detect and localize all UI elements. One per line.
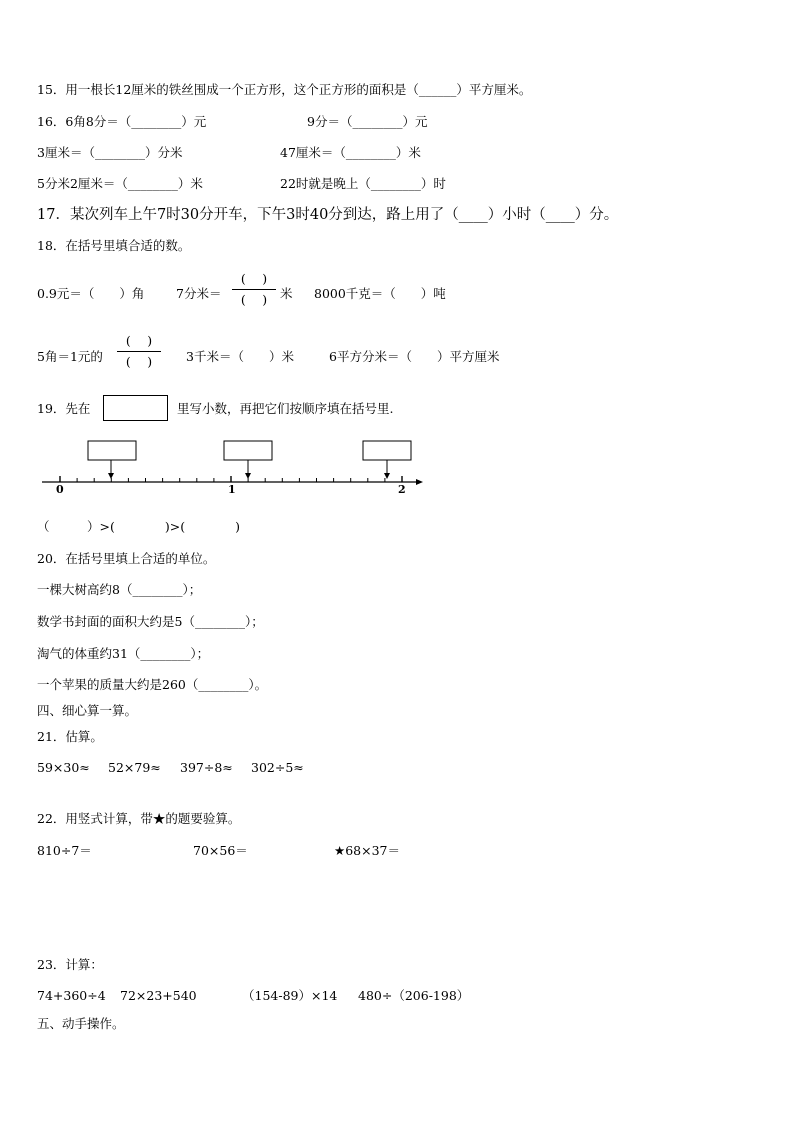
q20-item-3: 淘气的体重约31（________）； (37, 646, 210, 661)
fraction-denominator: ( ) (240, 292, 268, 307)
q23-item-4: 480÷（206-198） (358, 988, 470, 1003)
tick-label-1: 1 (228, 483, 236, 496)
q21-item-4: 302÷5≈ (251, 760, 304, 775)
q22-item-1: 810÷7＝ (37, 843, 92, 858)
q16-row3-left: 5分米2厘米＝（________）米 (37, 176, 203, 191)
fraction-bar (117, 351, 161, 352)
question-22-title: 22．用竖式计算，带★的题要验算。 (37, 811, 241, 826)
fraction-numerator: ( ) (125, 333, 153, 348)
q22-item-3: ★68×37＝ (334, 843, 400, 858)
q23-item-3: （154-89）×14 (242, 988, 338, 1003)
axis-arrow-icon (416, 479, 423, 485)
q22-item-2: 70×56＝ (193, 843, 248, 858)
question-15: 15．用一根长12厘米的铁丝围成一个正方形，这个正方形的面积是（______）平方厘米。 (37, 82, 532, 97)
q19-suffix: 里写小数，再把它们按顺序填在括号里. (177, 401, 394, 416)
tick-label-2: 2 (398, 483, 406, 496)
fraction-numerator: ( ) (240, 271, 268, 286)
q21-item-2: 52×79≈ (108, 760, 161, 775)
q21-item-3: 397÷8≈ (180, 760, 233, 775)
section-4-heading: 四、细心算一算。 (37, 703, 138, 718)
fraction-bar (232, 289, 276, 290)
q20-item-4: 一个苹果的质量大约是260（________）。 (37, 677, 268, 692)
q21-item-1: 59×30≈ (37, 760, 90, 775)
q16-row2-left: 3厘米＝（________）分米 (37, 145, 183, 160)
q18-item-d-prefix: 5角＝1元的 (37, 349, 103, 364)
q18-item-a: 0.9元＝（ ）角 (37, 286, 145, 301)
question-17: 17．某次列车上午7时30分开车，下午3时40分到达，路上用了（____）小时（____）分。 (37, 207, 619, 223)
q20-item-1: 一棵大树高约8（________）； (37, 582, 202, 597)
section-5-heading: 五、动手操作。 (37, 1016, 125, 1031)
question-21-title: 21．估算。 (37, 729, 103, 744)
q18-item-b-fraction (232, 271, 276, 308)
q20-item-2: 数学书封面的面积大约是5（________）； (37, 614, 264, 629)
q18-item-b-suffix: 米 (280, 286, 293, 301)
question-23-title: 23．计算： (37, 957, 103, 972)
q16-row2-right: 47厘米＝（________）米 (280, 145, 421, 160)
number-line (0, 430, 794, 500)
q16-row1-right: 9分＝（________）元 (307, 114, 428, 129)
question-20-title: 20．在括号里填上合适的单位。 (37, 551, 216, 566)
q18-item-c: 8000千克＝（ ）吨 (314, 286, 446, 301)
q18-item-b-prefix: 7分米＝ (176, 286, 222, 301)
number-line-box-1 (88, 441, 136, 460)
fraction-denominator: ( ) (125, 354, 153, 369)
q18-item-d-fraction (117, 333, 161, 370)
q16-row3-right: 22时就是晚上（________）时 (280, 176, 446, 191)
q19-answer-row: （ ）>( )>( ) (37, 519, 240, 534)
q23-item-2: 72×23+540 (120, 988, 197, 1003)
q19-prefix: 19．先在 (37, 401, 91, 416)
q18-item-e: 3千米＝（ ）米 (186, 349, 294, 364)
tick-label-0: 0 (56, 483, 64, 496)
q18-item-f: 6平方分米＝（ ）平方厘米 (329, 349, 500, 364)
q23-item-1: 74+360÷4 (37, 988, 106, 1003)
question-18-title: 18．在括号里填合适的数。 (37, 238, 191, 253)
q16-row1-left: 16．6角8分＝（________）元 (37, 114, 207, 129)
number-line-box-3 (363, 441, 411, 460)
number-line-box-2 (224, 441, 272, 460)
answer-box[interactable] (103, 395, 168, 421)
